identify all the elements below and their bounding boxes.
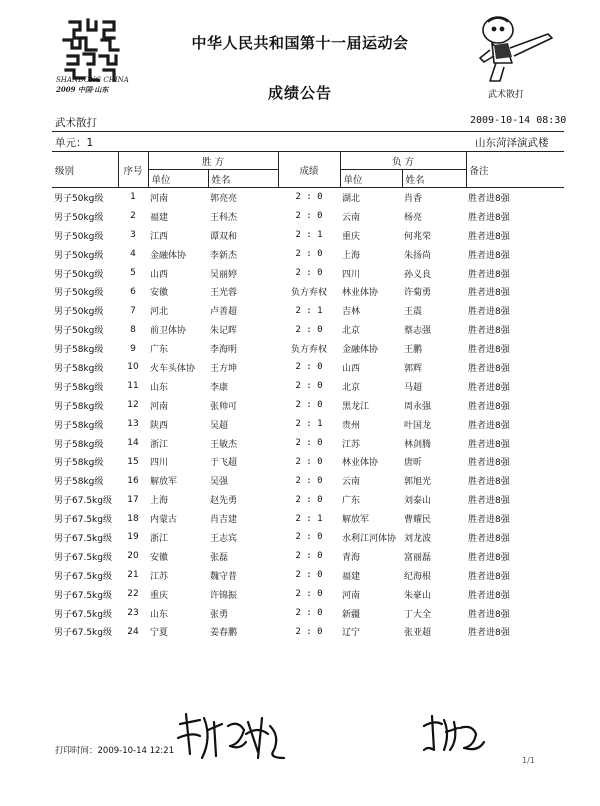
cell-level: 男子58kg级: [54, 477, 104, 488]
cell-l-name: 孙义良: [404, 269, 432, 280]
cell-l-name: 何兆荣: [404, 231, 432, 242]
table-row: [52, 245, 564, 264]
cell-w-unit: 福建: [150, 212, 169, 223]
cell-seq: 17: [127, 494, 139, 505]
cell-score: 负方弃权: [290, 345, 327, 356]
table-row: [52, 415, 564, 434]
cell-note: 胜者进8强: [468, 212, 510, 223]
cell-l-name: 王鹏: [404, 345, 423, 356]
cell-note: 胜者进8强: [468, 269, 510, 280]
cell-seq: 4: [130, 249, 136, 260]
cell-score: 2 : 1: [295, 230, 323, 241]
cell-l-name: 富丽磊: [404, 552, 432, 563]
session-unit: 单元：1: [55, 137, 94, 149]
table-row: [52, 434, 564, 453]
cell-score: 2 : 0: [295, 362, 323, 373]
cell-seq: 1: [130, 192, 136, 203]
cell-note: 胜者进8强: [468, 515, 510, 526]
table-row: [52, 547, 564, 566]
cell-score: 负方弃权: [290, 288, 327, 299]
cell-w-name: 于飞超: [210, 458, 238, 469]
cell-w-unit: 陕西: [150, 420, 169, 431]
cell-seq: 2: [130, 211, 136, 222]
cell-level: 男子58kg级: [54, 439, 104, 450]
column-header-note: 备注: [466, 152, 564, 188]
cell-w-name: 肖吉建: [210, 515, 238, 526]
column-header-score: 成绩: [278, 152, 340, 188]
sport-name: 武术散打: [55, 117, 97, 129]
table-row: [52, 396, 564, 415]
cell-w-unit: 浙江: [150, 439, 169, 450]
cell-score: 2 : 0: [295, 438, 323, 449]
cell-l-unit: 山西: [342, 363, 361, 374]
cell-l-unit: 吉林: [342, 307, 361, 318]
cell-l-unit: 林业体协: [342, 288, 379, 299]
cell-score: 2 : 0: [295, 249, 323, 260]
cell-w-unit: 安徽: [150, 288, 169, 299]
cell-w-name: 卢善超: [210, 307, 238, 318]
cell-seq: 19: [127, 532, 139, 543]
cell-level: 男子50kg级: [54, 193, 104, 204]
cell-w-unit: 河北: [150, 307, 169, 318]
cell-w-name: 谭双和: [210, 231, 238, 242]
cell-w-unit: 河南: [150, 401, 169, 412]
cell-l-unit: 解放军: [342, 515, 370, 526]
cell-l-name: 许菊勇: [404, 288, 432, 299]
cell-note: 胜者进8强: [468, 420, 510, 431]
cell-w-name: 王志宾: [210, 533, 238, 544]
cell-note: 胜者进8强: [468, 401, 510, 412]
cell-level: 男子50kg级: [54, 212, 104, 223]
cell-seq: 6: [130, 286, 136, 297]
cell-l-name: 郭旭光: [404, 477, 432, 488]
cell-note: 胜者进8强: [468, 382, 510, 393]
cell-seq: 5: [130, 268, 136, 278]
document-title: 成绩公告: [267, 84, 332, 102]
cell-w-name: 吴丽婷: [210, 269, 238, 280]
cell-w-name: 王敏杰: [210, 439, 238, 450]
cell-note: 胜者进8强: [468, 496, 510, 507]
cell-level: 男子67.5kg级: [54, 609, 112, 620]
column-header-winner-unit: 单位: [148, 170, 208, 188]
cell-w-name: 吴超: [210, 420, 229, 431]
cell-l-unit: 湖北: [342, 193, 361, 204]
table-row: [52, 585, 564, 604]
referee-signature: [174, 704, 294, 774]
cell-score: 2 : 0: [295, 400, 323, 411]
cell-seq: 24: [127, 626, 139, 637]
cell-l-name: 周永强: [404, 401, 432, 412]
cell-score: 2 : 0: [295, 211, 323, 222]
cell-score: 2 : 0: [295, 626, 323, 637]
cell-seq: 16: [127, 475, 139, 486]
divider: [52, 131, 564, 132]
cell-w-unit: 浙江: [150, 533, 169, 544]
cell-score: 2 : 0: [295, 268, 323, 278]
column-header-level: 级别: [52, 152, 118, 188]
cell-l-unit: 水利江河体协: [342, 533, 397, 544]
table-row: [52, 320, 564, 339]
cell-w-name: 李海明: [210, 345, 238, 356]
column-header-loser: 负 方: [340, 152, 466, 170]
cell-level: 男子58kg级: [54, 382, 104, 393]
cell-w-unit: 广东: [150, 345, 169, 356]
cell-score: 2 : 0: [295, 494, 323, 505]
cell-l-unit: 林业体协: [342, 458, 379, 469]
event-title: 中华人民共和国第十一届运动会: [191, 34, 409, 52]
cell-seq: 9: [130, 343, 136, 354]
cell-level: 男子67.5kg级: [54, 496, 112, 507]
cell-l-unit: 广东: [342, 496, 361, 507]
cell-seq: 14: [127, 438, 139, 449]
table-row: [52, 377, 564, 396]
cell-seq: 11: [127, 381, 139, 392]
cell-level: 男子67.5kg级: [54, 571, 112, 582]
cell-note: 胜者进8强: [468, 609, 510, 620]
cell-level: 男子67.5kg级: [54, 533, 112, 544]
cell-seq: 20: [127, 551, 139, 562]
cell-w-name: 李康: [210, 382, 229, 393]
emblem-lettering: SHANDONG CHINA 2009 中国·山东: [56, 76, 129, 94]
cell-seq: 13: [127, 419, 139, 430]
cell-note: 胜者进8强: [468, 326, 510, 337]
cell-l-name: 杨亮: [404, 212, 423, 223]
cell-l-unit: 青海: [342, 552, 361, 563]
column-header-seq: 序号: [118, 152, 148, 188]
cell-level: 男子58kg级: [54, 458, 104, 469]
table-row: [52, 528, 564, 547]
table-row: [52, 358, 564, 377]
cell-l-unit: 金融体协: [342, 345, 379, 356]
cell-note: 胜者进8强: [468, 345, 510, 356]
cell-score: 2 : 0: [295, 456, 323, 467]
cell-score: 2 : 0: [295, 192, 323, 203]
cell-w-unit: 解放军: [150, 477, 178, 488]
cell-score: 2 : 1: [295, 419, 323, 430]
cell-l-unit: 贵州: [342, 420, 361, 431]
cell-note: 胜者进8强: [468, 363, 510, 374]
cell-note: 胜者进8强: [468, 288, 510, 299]
cell-l-unit: 河南: [342, 590, 361, 601]
cell-w-name: 王科杰: [210, 212, 238, 223]
cell-note: 胜者进8强: [468, 552, 510, 563]
cell-l-name: 王震: [404, 307, 423, 318]
cell-l-unit: 北京: [342, 326, 361, 337]
cell-w-unit: 江苏: [150, 571, 169, 582]
cell-level: 男子50kg级: [54, 269, 104, 280]
cell-w-unit: 上海: [150, 496, 169, 507]
cell-l-name: 肖香: [404, 193, 423, 204]
cell-l-unit: 云南: [342, 212, 361, 223]
cell-seq: 7: [130, 305, 136, 316]
table-row: [52, 264, 564, 283]
cell-w-unit: 重庆: [150, 590, 169, 601]
cell-w-name: 赵先勇: [210, 496, 238, 507]
cell-l-unit: 北京: [342, 382, 361, 393]
table-row: [52, 207, 564, 226]
cell-l-unit: 重庆: [342, 231, 361, 242]
cell-l-name: 刘泰山: [404, 496, 432, 507]
issue-timestamp: 2009-10-14 08:30: [470, 115, 567, 126]
cell-l-name: 朱扬尚: [404, 250, 432, 261]
cell-score: 2 : 1: [295, 513, 323, 524]
cell-w-name: 张帅可: [210, 401, 238, 412]
cell-note: 胜者进8强: [468, 477, 510, 488]
cell-note: 胜者进8强: [468, 533, 510, 544]
cell-level: 男子50kg级: [54, 231, 104, 242]
cell-w-name: 吴强: [210, 477, 229, 488]
results-table: [52, 152, 564, 641]
print-time: 打印时间：2009-10-14 12:21: [55, 746, 175, 756]
cell-l-name: 蔡志强: [404, 326, 432, 337]
cell-score: 2 : 0: [295, 551, 323, 562]
cell-level: 男子58kg级: [54, 420, 104, 431]
cell-w-name: 郭亮亮: [210, 193, 238, 204]
cell-score: 2 : 0: [295, 589, 323, 600]
cell-w-unit: 前卫体协: [150, 326, 187, 337]
cell-l-unit: 上海: [342, 250, 361, 261]
cell-level: 男子67.5kg级: [54, 515, 112, 526]
cell-level: 男子58kg级: [54, 363, 104, 374]
cell-l-unit: 江苏: [342, 439, 361, 450]
cell-l-name: 叶国龙: [404, 420, 432, 431]
cell-l-unit: 云南: [342, 477, 361, 488]
table-row: [52, 226, 564, 245]
cell-note: 胜者进8强: [468, 250, 510, 261]
table-row: [52, 452, 564, 471]
cell-w-name: 张勇: [210, 609, 229, 620]
cell-note: 胜者进8强: [468, 590, 510, 601]
cell-l-unit: 福建: [342, 571, 361, 582]
cell-seq: 18: [127, 513, 139, 524]
column-header-winner-name: 姓名: [208, 170, 278, 188]
cell-w-name: 王方坤: [210, 363, 238, 374]
cell-l-name: 刘龙波: [404, 533, 432, 544]
page-number: 1/1: [522, 756, 535, 765]
cell-score: 2 : 0: [295, 608, 323, 619]
cell-note: 胜者进8强: [468, 458, 510, 469]
cell-note: 胜者进8强: [468, 307, 510, 318]
cell-seq: 12: [127, 400, 139, 411]
table-row: [52, 188, 564, 207]
venue-name: 山东菏泽演武楼: [475, 137, 549, 149]
cell-score: 2 : 0: [295, 570, 323, 581]
column-header-loser-unit: 单位: [340, 170, 402, 188]
cell-l-unit: 四川: [342, 269, 361, 280]
cell-l-name: 朱豪山: [404, 590, 432, 601]
cell-seq: 3: [130, 230, 136, 241]
column-header-winner: 胜 方: [148, 152, 278, 170]
cell-note: 胜者进8强: [468, 193, 510, 204]
cell-level: 男子67.5kg级: [54, 590, 112, 601]
cell-note: 胜者进8强: [468, 231, 510, 242]
cell-w-unit: 内蒙古: [150, 515, 178, 526]
cell-w-unit: 金融体协: [150, 250, 187, 261]
cell-l-name: 曹耀民: [404, 515, 432, 526]
cell-w-name: 王光蓉: [210, 288, 238, 299]
table-row: [52, 339, 564, 358]
cell-level: 男子50kg级: [54, 288, 104, 299]
cell-l-name: 丁大全: [404, 609, 432, 620]
cell-l-name: 唐昕: [404, 458, 423, 469]
cell-l-unit: 辽宁: [342, 628, 361, 639]
cell-w-name: 魏守普: [210, 571, 238, 582]
cell-level: 男子50kg级: [54, 250, 104, 261]
table-row: [52, 471, 564, 490]
cell-l-name: 林剑腾: [404, 439, 432, 450]
cell-note: 胜者进8强: [468, 628, 510, 639]
cell-w-name: 朱记晖: [210, 326, 238, 337]
cell-seq: 23: [127, 608, 139, 619]
cell-w-unit: 河南: [150, 193, 169, 204]
column-header-loser-name: 姓名: [402, 170, 466, 188]
cell-score: 2 : 0: [295, 475, 323, 486]
cell-l-name: 郭辉: [404, 363, 423, 374]
cell-score: 2 : 0: [295, 381, 323, 392]
cell-seq: 15: [127, 456, 139, 467]
mascot-caption: 武术散打: [488, 90, 525, 100]
cell-l-name: 张亚超: [404, 628, 432, 639]
cell-w-name: 许锦振: [210, 590, 238, 601]
table-row: [52, 490, 564, 509]
cell-l-unit: 黑龙江: [342, 401, 370, 412]
cell-seq: 22: [127, 589, 139, 600]
cell-w-unit: 宁夏: [150, 628, 169, 639]
cell-w-unit: 安徽: [150, 552, 169, 563]
cell-l-unit: 新疆: [342, 609, 361, 620]
cell-w-unit: 山东: [150, 609, 169, 620]
cell-score: 2 : 0: [295, 532, 323, 543]
cell-score: 2 : 1: [295, 305, 323, 316]
table-row: [52, 509, 564, 528]
cell-w-unit: 山西: [150, 269, 169, 280]
table-row: [52, 566, 564, 585]
table-row: [52, 282, 564, 301]
cell-w-name: 姜春鹏: [210, 628, 238, 639]
cell-l-name: 纪海根: [404, 571, 432, 582]
cell-w-unit: 四川: [150, 458, 169, 469]
cell-level: 男子50kg级: [54, 326, 104, 337]
table-row: [52, 622, 564, 641]
cell-w-name: 张磊: [210, 552, 229, 563]
cell-w-name: 李新杰: [210, 250, 238, 261]
cell-score: 2 : 0: [295, 324, 323, 335]
cell-level: 男子58kg级: [54, 401, 104, 412]
cell-seq: 10: [127, 362, 139, 373]
cell-seq: 21: [127, 570, 139, 581]
cell-level: 男子67.5kg级: [54, 552, 112, 563]
cell-level: 男子50kg级: [54, 307, 104, 318]
cell-l-name: 马超: [404, 382, 423, 393]
cell-level: 男子58kg级: [54, 345, 104, 356]
cell-note: 胜者进8强: [468, 571, 510, 582]
cell-w-unit: 江西: [150, 231, 169, 242]
cell-w-unit: 山东: [150, 382, 169, 393]
cell-level: 男子67.5kg级: [54, 628, 112, 639]
table-row: [52, 301, 564, 320]
official-signature: [420, 708, 486, 762]
table-row: [52, 604, 564, 623]
cell-seq: 8: [130, 324, 136, 335]
cell-note: 胜者进8强: [468, 439, 510, 450]
table-header-row: [52, 152, 564, 170]
cell-w-unit: 火车头体协: [150, 363, 196, 374]
